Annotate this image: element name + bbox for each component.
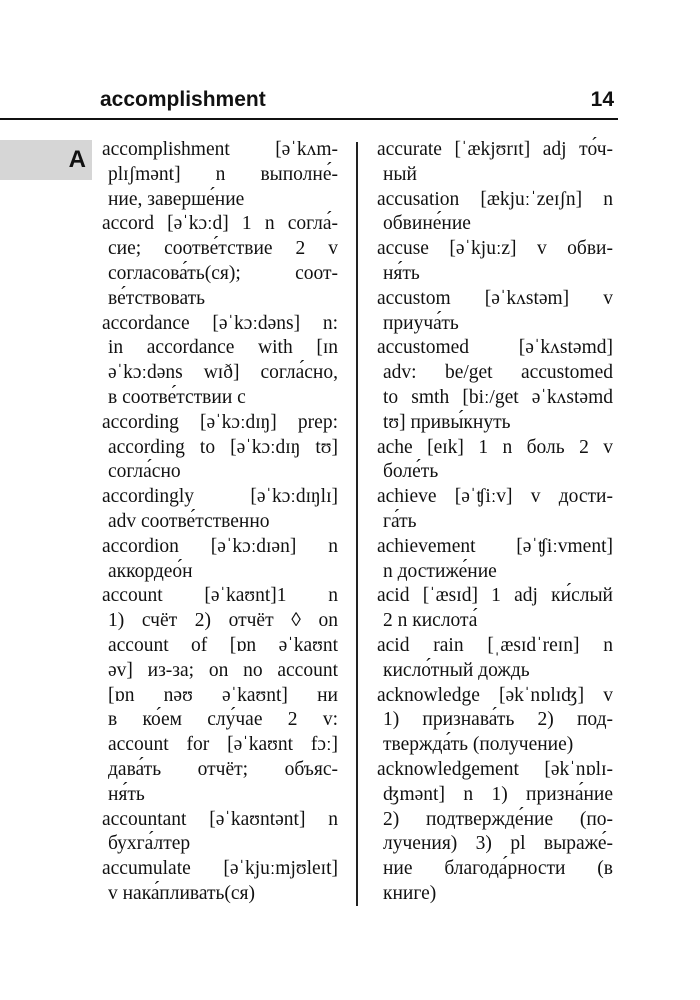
entry-line: аккордео́н [108, 560, 193, 582]
entry-line: account for [əˈkaʊnt fɔː] [108, 734, 338, 756]
dictionary-entry [102, 485, 338, 535]
entry-headline: accumulate [əˈkjuːmjʊleɪt] [102, 858, 338, 880]
entry-line: ние, заверше́ние [108, 188, 245, 210]
entry-headline: account [əˈkaʊnt]1 n [102, 585, 338, 607]
dictionary-entry [377, 684, 613, 758]
entry-headline: accountant [əˈkaʊntənt] n [102, 808, 338, 830]
alphabet-thumb-tab [0, 140, 92, 180]
dictionary-entry [102, 857, 338, 907]
dictionary-entry [377, 485, 613, 535]
dictionary-entry [102, 312, 338, 411]
entry-line: adv: be/get accustomed [383, 362, 613, 384]
entry-line: обвине́ние [383, 213, 471, 235]
dictionary-entry [102, 535, 338, 585]
entry-line: га́ть [383, 510, 417, 532]
entry-line: in accordance with [ɪn [108, 337, 338, 359]
entry-line: 2) подтвержде́ние (по- [383, 808, 613, 830]
entry-headline: accomplishment [əˈkʌm- [102, 139, 338, 160]
entry-line: ние благода́рности (в [383, 858, 613, 880]
entry-headline: ache [eɪk] 1 n боль 2 v [377, 436, 613, 458]
dictionary-entry [377, 758, 613, 907]
entry-line: 1) счёт 2) отчёт ◊ on [108, 610, 338, 632]
entry-headline: acid rain [ˌæsɪdˈreɪn] n [377, 634, 613, 656]
entry-line: ве́тствовать [108, 287, 206, 309]
entry-line: бухга́лтер [108, 833, 191, 855]
dictionary-entry [102, 138, 338, 212]
left-column [102, 138, 338, 907]
entry-line: твержда́ть (получение) [383, 734, 574, 756]
entry-headline: acknowledge [əkˈnɒlɪʤ] v [377, 684, 613, 706]
thumb-tab-letter: A [68, 146, 86, 173]
entry-headline: accord [əˈkɔːd] 1 n согла́- [102, 213, 338, 235]
entry-headline: accuse [əˈkjuːz] v обви- [377, 238, 613, 260]
dictionary-entry [377, 138, 613, 188]
entry-line: adv соотве́тственно [108, 510, 270, 532]
entry-line: 2 n кислота́ [383, 610, 478, 632]
column-divider [356, 142, 358, 906]
entry-headline: accordance [əˈkɔːdəns] n: [102, 312, 338, 334]
entry-line: tʊ] привы́кнуть [383, 411, 511, 433]
page-number: 14 [590, 88, 614, 111]
entry-line: ня́ть [108, 783, 145, 805]
entry-line: боле́ть [383, 461, 439, 483]
entry-headline: accordion [əˈkɔːdɪən] n [102, 535, 338, 557]
dictionary-entry [377, 287, 613, 337]
running-head: accomplishment [100, 88, 266, 111]
dictionary-entry [377, 584, 613, 634]
entry-line: v нака́пливать(ся) [108, 882, 256, 904]
dictionary-entry [377, 436, 613, 486]
entry-headline: accordingly [əˈkɔːdɪŋlɪ] [102, 486, 338, 508]
entry-line: 1) признава́ть 2) под- [383, 709, 613, 731]
entry-headline: according [əˈkɔːdɪŋ] prep: [102, 411, 338, 433]
entry-headline: acknowledgement [əkˈnɒlɪ- [377, 758, 613, 780]
entry-line: əv] из-за; on no account [108, 659, 338, 681]
entry-line: книге) [383, 882, 437, 904]
dictionary-entry [377, 336, 613, 435]
dictionary-entry [377, 237, 613, 287]
entry-line: в ко́ем слу́чае 2 v: [108, 709, 338, 731]
entry-line: [ɒn nəʊ əˈkaʊnt] ни [108, 684, 338, 706]
entry-line: əˈkɔːdəns wɪð] согла́сно, [108, 362, 338, 384]
entry-line: ʤmənt] n 1) призна́ние [383, 783, 613, 805]
entry-line: согласова́ть(ся); соот- [108, 262, 338, 284]
dictionary-entry [377, 535, 613, 585]
entry-line: ня́ть [383, 262, 420, 284]
right-column [377, 138, 613, 907]
entry-line: n достиже́ние [383, 560, 497, 582]
entry-line: дава́ть отчёт; объяс- [108, 758, 338, 780]
entry-headline: acid [ˈæsɪd] 1 adj ки́слый [377, 585, 613, 607]
dictionary-entry [102, 411, 338, 485]
entry-headline: achieve [əˈʧiːv] v дости- [377, 486, 613, 508]
dictionary-entry [102, 212, 338, 311]
entry-headline: accusation [ækjuːˈzeɪʃn] n [377, 188, 613, 210]
dictionary-entry [377, 188, 613, 238]
entry-headline: accurate [ˈækjʊrɪt] adj то́ч- [377, 139, 613, 160]
entry-headline: accustomed [əˈkʌstəmd] [377, 337, 613, 359]
entry-line: ный [383, 163, 417, 185]
entry-line: кисло́тный дождь [383, 659, 530, 681]
entry-line: сие; соотве́тствие 2 v [108, 238, 338, 260]
entry-line: plɪʃmənt] n выполне́- [108, 163, 338, 185]
entry-line: лучения) 3) pl выраже́- [383, 833, 613, 855]
entry-line: приуча́ть [383, 312, 459, 334]
entry-line: account of [ɒn əˈkaʊnt [108, 634, 338, 656]
entry-line: according to [əˈkɔːdɪŋ tʊ] [108, 436, 338, 458]
entry-line: to smth [biː/get əˈkʌstəmd [383, 386, 613, 408]
header-rule [0, 118, 618, 120]
dictionary-entry [102, 808, 338, 858]
entry-line: в соотве́тствии с [108, 386, 246, 408]
entry-headline: accustom [əˈkʌstəm] v [377, 287, 613, 309]
dictionary-entry [102, 584, 338, 807]
dictionary-entry [377, 634, 613, 684]
entry-line: согла́сно [108, 461, 181, 483]
entry-headline: achievement [əˈʧiːvment] [377, 535, 613, 557]
